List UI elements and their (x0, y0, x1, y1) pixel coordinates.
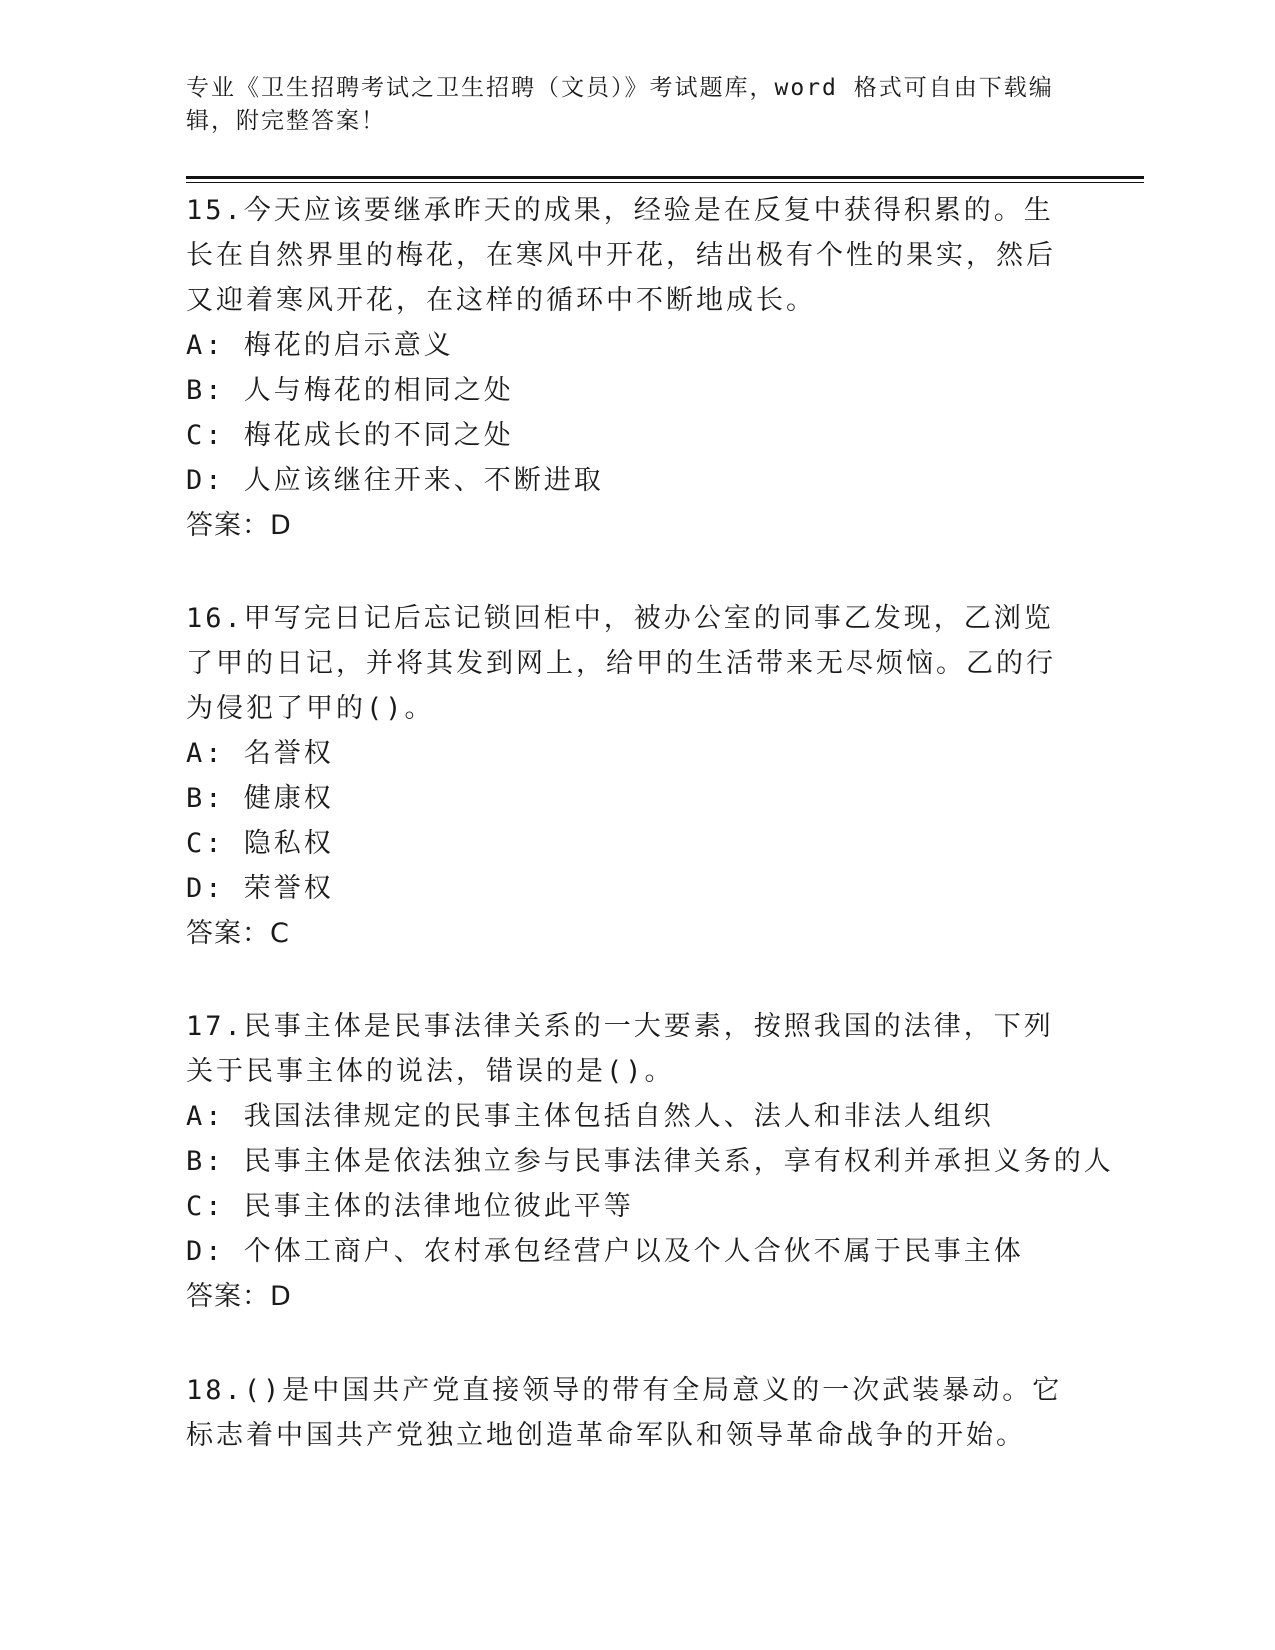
question-15 (186, 188, 1066, 548)
question-17 (186, 1004, 1114, 1319)
option-a: A: 我国法律规定的民事主体包括自然人、法人和非法人组织 (186, 1101, 994, 1132)
question-stem: 18.()是中国共产党直接领导的带有全局意义的一次武装暴动。它标志着中国共产党独立地创造革命军队和领导革命战争的开始。 (186, 1375, 1063, 1451)
option-c: C: 民事主体的法律地位彼此平等 (186, 1191, 634, 1222)
question-18 (186, 1368, 1066, 1458)
option-b: B: 民事主体是依法独立参与民事法律关系，享有权利并承担义务的人 (186, 1146, 1114, 1177)
question-stem: 15.今天应该要继承昨天的成果，经验是在反复中获得积累的。生长在自然界里的梅花，在寒风中开花，结出极有个性的果实，然后又迎着寒风开花，在这样的循环中不断地成长。 (186, 195, 1056, 316)
question-16 (186, 596, 1066, 956)
header-rule-thin (186, 182, 1144, 183)
option-b: B: 人与梅花的相同之处 (186, 375, 514, 406)
option-a: A: 梅花的启示意义 (186, 330, 454, 361)
option-a: A: 名誉权 (186, 738, 334, 769)
answer-line: 答案：C (186, 918, 290, 949)
option-d: D: 个体工商户、农村承包经营户以及个人合伙不属于民事主体 (186, 1236, 1024, 1267)
document-header: 专业《卫生招聘考试之卫生招聘（文员）》考试题库，word 格式可自由下载编辑，附完整答案！ (186, 75, 1054, 134)
header-rule-thick (186, 176, 1144, 179)
option-c: C: 隐私权 (186, 828, 334, 859)
answer-line: 答案：D (186, 510, 292, 541)
option-d: D: 人应该继往开来、不断进取 (186, 465, 604, 496)
option-c: C: 梅花成长的不同之处 (186, 420, 514, 451)
option-b: B: 健康权 (186, 783, 334, 814)
question-stem: 16.甲写完日记后忘记锁回柜中，被办公室的同事乙发现，乙浏览了甲的日记，并将其发到网上，给甲的生活带来无尽烦恼。乙的行为侵犯了甲的()。 (186, 603, 1056, 724)
question-stem: 17.民事主体是民事法律关系的一大要素，按照我国的法律，下列关于民事主体的说法，错误的是()。 (186, 1011, 1054, 1087)
option-d: D: 荣誉权 (186, 873, 334, 904)
answer-line: 答案：D (186, 1281, 292, 1312)
